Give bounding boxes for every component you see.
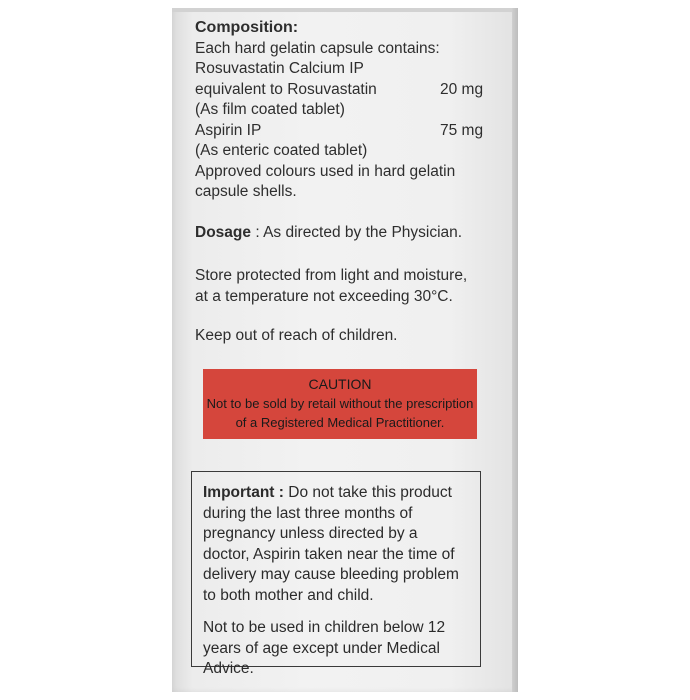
caution-title: CAUTION xyxy=(308,376,372,392)
important-label: Important : xyxy=(203,484,284,501)
storage-line-2: at a temperature not exceeding 30°C. xyxy=(195,287,453,305)
composition-line-6: (As enteric coated tablet) xyxy=(195,142,368,159)
composition-heading: Composition: xyxy=(195,19,299,36)
storage-section xyxy=(195,266,467,307)
composition-line-2: Rosuvastatin Calcium IP xyxy=(195,60,364,77)
caution-box xyxy=(203,369,477,439)
dosage-text: : As directed by the Physician. xyxy=(255,224,463,241)
dosage-line xyxy=(195,223,462,243)
composition-line-8: capsule shells. xyxy=(195,183,297,200)
important-note-2: years of age except under Medical xyxy=(203,639,440,657)
important-box xyxy=(191,471,481,677)
important-note-3: Advice. xyxy=(203,660,254,677)
important-line-6: to both mother and child. xyxy=(203,586,374,604)
important-line-2: during the last three months of xyxy=(203,504,413,522)
important-text-1: Do not take this product xyxy=(283,484,452,501)
background-right xyxy=(510,0,690,700)
composition-line-5 xyxy=(195,121,484,142)
aspirin-label: Aspirin IP xyxy=(195,121,262,139)
caution-line-2: of a Registered Medical Practitioner. xyxy=(235,415,445,430)
aspirin-dose: 75 mg xyxy=(440,121,484,139)
carton-top-edge xyxy=(172,8,518,12)
composition-line-4: (As film coated tablet) xyxy=(195,101,345,118)
composition-section xyxy=(195,18,484,203)
rosuvastatin-dose: 20 mg xyxy=(440,80,484,98)
carton-right-edge xyxy=(512,8,518,692)
composition-line-3 xyxy=(195,80,484,101)
background-left xyxy=(0,0,180,700)
storage-line-1: Store protected from light and moisture, xyxy=(195,267,468,284)
dosage-label: Dosage xyxy=(195,224,251,241)
important-line-4: doctor, Aspirin taken near the time of xyxy=(203,545,455,563)
composition-line-1: Each hard gelatin capsule contains: xyxy=(195,39,440,57)
children-warning: Keep out of reach of children. xyxy=(195,327,398,344)
important-line-3: pregnancy unless directed by a xyxy=(203,525,418,542)
composition-line-7: Approved colours used in hard gelatin xyxy=(195,162,456,180)
rosuvastatin-equivalent-label: equivalent to Rosuvastatin xyxy=(195,80,377,98)
important-gap xyxy=(203,606,480,618)
important-line-1 xyxy=(203,483,480,504)
important-line-5: delivery may cause bleeding problem xyxy=(203,566,459,583)
important-note-1: Not to be used in children below 12 xyxy=(203,619,446,636)
caution-line-1: Not to be sold by retail without the prescription xyxy=(206,396,474,411)
